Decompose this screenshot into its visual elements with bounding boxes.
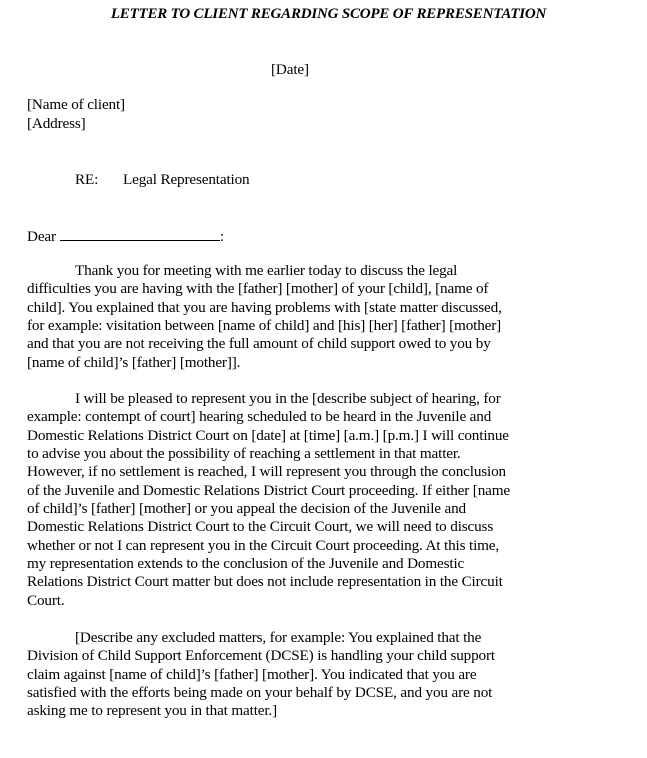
paragraph-line: I will be pleased to represent you in the [describe subject of hearing, for xyxy=(75,390,501,407)
paragraph-line: my representation extends to the conclusion of the Juvenile and Domestic xyxy=(27,555,465,573)
paragraph-line: Domestic Relations District Court to the Circuit Court, we will need to discuss xyxy=(27,518,494,536)
paragraph-line: of child]’s [father] [mother] or you appeal the decision of the Juvenile and xyxy=(27,500,467,518)
paragraph-line: difficulties you are having with the [father] [mother] of your [child], [name of xyxy=(27,280,489,298)
paragraph-line: for example: visitation between [name of child] and [his] [her] [father] [mother] xyxy=(27,317,502,335)
salutation-blank-line xyxy=(60,226,220,241)
paragraph-line: asking me to represent you in that matter.] xyxy=(27,702,277,720)
paragraph-line: example: contempt of court] hearing scheduled to be heard in the Juvenile and xyxy=(27,408,492,426)
paragraph-line: Court. xyxy=(27,591,65,609)
paragraph-meeting-summary xyxy=(27,262,587,372)
paragraph-line: Division of Child Support Enforcement (DCSE) is handling your child support xyxy=(27,647,495,665)
client-address-placeholder: [Address] xyxy=(27,115,86,132)
paragraph-line: [Describe any excluded matters, for example: You explained that the xyxy=(75,629,482,646)
paragraph-line: However, if no settlement is reached, I will represent you through the conclusion xyxy=(27,463,507,481)
paragraph-excluded-matters xyxy=(27,629,587,721)
re-subject: Legal Representation xyxy=(123,171,250,188)
paragraph-line: of the Juvenile and Domestic Relations District Court proceeding. If either [name xyxy=(27,481,510,499)
paragraph-scope-of-representation xyxy=(27,390,587,610)
paragraph-line: Thank you for meeting with me earlier today to discuss the legal xyxy=(75,262,458,279)
paragraph-line: claim against [name of child]’s [father] [mother]. You indicated that you are xyxy=(27,665,477,683)
date-placeholder: [Date] xyxy=(271,61,309,78)
paragraph-line: Domestic Relations District Court on [date] at [time] [a.m.] [p.m.] I will continue xyxy=(27,426,509,444)
paragraph-line: to advise you about the possibility of reaching a settlement in that matter. xyxy=(27,445,461,463)
paragraph-line: satisfied with the efforts being made on your behalf by DCSE, and you are not xyxy=(27,684,493,702)
salutation xyxy=(27,226,224,246)
salutation-suffix: : xyxy=(219,228,224,245)
client-name-placeholder: [Name of client] xyxy=(27,96,125,113)
document-title: LETTER TO CLIENT REGARDING SCOPE OF REPRESENTATION xyxy=(110,6,547,22)
paragraph-line: whether or not I can represent you in the Circuit Court proceeding. At this time, xyxy=(27,536,500,554)
paragraph-line: child]. You explained that you are having problems with [state matter discussed, xyxy=(27,298,502,316)
salutation-prefix: Dear xyxy=(27,228,56,245)
paragraph-line: [name of child]’s [father] [mother]]. xyxy=(27,353,241,371)
paragraph-line: and that you are not receiving the full amount of child support owed to you by xyxy=(27,335,491,353)
paragraph-line: Relations District Court matter but does not include representation in the Circuit xyxy=(27,573,503,591)
re-label: RE: xyxy=(75,171,99,188)
